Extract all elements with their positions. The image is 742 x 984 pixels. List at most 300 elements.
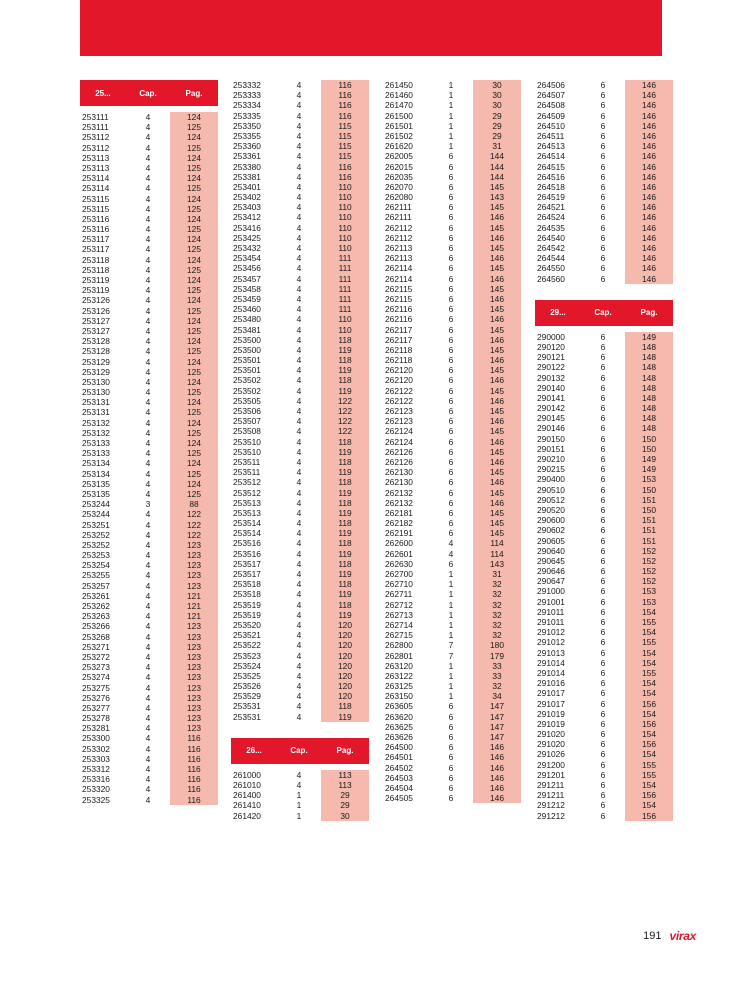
cap-cell: 4 <box>145 244 151 255</box>
ref-cell: 291012 <box>537 637 565 648</box>
table-row <box>535 566 673 576</box>
table-row <box>535 434 673 444</box>
ref-cell: 262117 <box>385 324 413 335</box>
cap-cell: 1 <box>448 670 454 681</box>
ref-cell: 253132 <box>82 417 110 428</box>
page-cell: 146 <box>625 223 673 233</box>
page-cell: 154 <box>625 709 673 719</box>
cap-cell: 6 <box>600 525 606 536</box>
table-row <box>535 111 673 121</box>
cap-cell: 6 <box>600 494 606 505</box>
ref-cell: 262126 <box>385 446 413 457</box>
page-cell: 146 <box>625 202 673 212</box>
page-cell: 148 <box>625 393 673 403</box>
page-cell: 118 <box>321 701 369 711</box>
table-row <box>80 458 218 468</box>
table-row <box>231 780 369 790</box>
ref-cell: 264519 <box>537 192 565 203</box>
page-cell: 125 <box>170 183 218 193</box>
table-row <box>231 447 369 457</box>
ref-cell: 253312 <box>82 764 110 774</box>
page-cell: 154 <box>625 800 673 810</box>
cap-cell: 4 <box>145 458 151 469</box>
table-row <box>80 336 218 346</box>
ref-cell: 253115 <box>82 203 110 214</box>
ref-cell: 253456 <box>233 263 261 274</box>
ref-cell: 262015 <box>385 161 413 172</box>
page-cell: 124 <box>170 458 218 468</box>
page-cell: 123 <box>170 540 218 550</box>
ref-cell: 264513 <box>537 141 565 152</box>
cap-cell: 6 <box>448 171 454 182</box>
page-cell: 145 <box>473 365 521 375</box>
table-row <box>383 90 521 100</box>
table-row <box>535 505 673 515</box>
page-cell: 120 <box>321 630 369 640</box>
ref-cell: 253114 <box>82 173 110 184</box>
table-row <box>231 610 369 620</box>
page-cell: 113 <box>321 770 369 780</box>
cap-cell: 4 <box>296 630 302 641</box>
table-row <box>80 255 218 265</box>
ref-cell: 253412 <box>233 212 261 223</box>
page-cell: 148 <box>625 362 673 372</box>
cap-cell: 4 <box>145 488 151 499</box>
page-cell: 151 <box>625 525 673 535</box>
page-cell: 121 <box>170 601 218 611</box>
page-cell: 111 <box>321 284 369 294</box>
cap-cell: 4 <box>145 254 151 265</box>
page-cell: 123 <box>170 703 218 713</box>
cap-cell: 1 <box>448 691 454 702</box>
ref-cell: 264510 <box>537 120 565 131</box>
ref-cell: 262112 <box>385 222 413 233</box>
table-row <box>80 550 218 560</box>
cap-cell: 4 <box>296 120 302 131</box>
ref-cell: 262600 <box>385 538 413 549</box>
table-row <box>383 773 521 783</box>
table-row <box>535 536 673 546</box>
page-cell: 118 <box>321 579 369 589</box>
cap-cell: 4 <box>296 110 302 121</box>
cap-cell: 6 <box>448 558 454 569</box>
cap-cell: 6 <box>600 263 606 274</box>
cap-cell: 4 <box>145 631 151 642</box>
cap-cell: 6 <box>448 732 454 742</box>
ref-cell: 253334 <box>233 100 261 111</box>
page-cell: 123 <box>170 662 218 672</box>
cap-cell: 4 <box>145 590 151 601</box>
cap-cell: 4 <box>296 599 302 610</box>
cap-cell: 4 <box>145 794 151 805</box>
table-row <box>535 474 673 484</box>
ref-cell: 253131 <box>82 407 110 418</box>
table-row <box>231 284 369 294</box>
ref-cell: 253128 <box>82 336 110 347</box>
table-row <box>80 234 218 244</box>
cap-cell: 4 <box>145 315 151 326</box>
ref-cell: 262715 <box>385 630 413 641</box>
page-cell: 111 <box>321 253 369 263</box>
cap-cell: 6 <box>600 708 606 719</box>
table-row <box>231 212 369 222</box>
cap-cell: 4 <box>145 234 151 245</box>
table-row <box>535 678 673 688</box>
table-row <box>231 80 369 90</box>
page-cell: 33 <box>473 661 521 671</box>
page-cell: 29 <box>473 131 521 141</box>
page-cell: 125 <box>170 265 218 275</box>
cap-cell: 4 <box>145 733 151 744</box>
cap-cell: 4 <box>145 224 151 235</box>
table-row <box>231 223 369 233</box>
table-row <box>535 546 673 556</box>
page-cell: 111 <box>321 263 369 273</box>
cap-cell: 4 <box>145 336 151 347</box>
page-cell: 121 <box>170 591 218 601</box>
table-row <box>231 182 369 192</box>
cap-cell: 4 <box>296 518 302 529</box>
ref-cell: 253116 <box>82 224 110 235</box>
page-cell: 145 <box>473 518 521 528</box>
cap-cell: 4 <box>296 436 302 447</box>
ref-cell: 253517 <box>233 569 261 579</box>
table-row <box>535 637 673 647</box>
page-cell: 147 <box>473 712 521 722</box>
cap-cell: 6 <box>448 711 454 722</box>
ref-cell: 261460 <box>385 90 413 101</box>
page-cell: 146 <box>473 355 521 365</box>
cap-cell: 6 <box>448 742 454 753</box>
cap-cell: 4 <box>296 681 302 692</box>
ref-cell: 262630 <box>385 558 413 569</box>
cap-cell: 4 <box>145 468 151 479</box>
page-cell: 146 <box>473 253 521 263</box>
cap-cell: 6 <box>600 212 606 223</box>
cap-cell: 4 <box>296 90 302 101</box>
table-row <box>535 444 673 454</box>
ref-cell: 253508 <box>233 426 261 437</box>
page-cell: 115 <box>321 121 369 131</box>
ref-cell: 291019 <box>537 718 565 729</box>
page-cell: 146 <box>473 498 521 508</box>
cap-cell: 1 <box>296 800 302 811</box>
table-header-29 <box>535 300 673 326</box>
table-row <box>383 763 521 773</box>
ref-cell: 253253 <box>82 550 110 561</box>
table-row <box>535 770 673 780</box>
table-row <box>231 549 369 559</box>
table-row <box>80 703 218 713</box>
ref-cell: 253114 <box>82 183 110 194</box>
table-row <box>231 233 369 243</box>
cap-cell: 6 <box>600 372 606 383</box>
ref-cell: 262113 <box>385 253 413 264</box>
ref-cell: 263120 <box>385 660 413 671</box>
ref-cell: 262191 <box>385 528 413 539</box>
table-row <box>80 316 218 326</box>
ref-cell: 253529 <box>233 691 261 702</box>
table-row <box>535 182 673 192</box>
page-cell: 145 <box>473 325 521 335</box>
table-row <box>80 132 218 142</box>
table-row <box>535 253 673 263</box>
ref-cell: 290141 <box>537 392 565 403</box>
ref-cell: 253361 <box>233 151 261 162</box>
page-cell: 146 <box>625 90 673 100</box>
page-cell: 124 <box>170 336 218 346</box>
table-row <box>80 611 218 621</box>
table-row <box>383 365 521 375</box>
ref-cell: 253355 <box>233 130 261 141</box>
page-cell: 124 <box>170 418 218 428</box>
table-row <box>80 540 218 550</box>
ref-cell: 262080 <box>385 192 413 203</box>
cap-cell: 4 <box>145 519 151 530</box>
ref-cell: 264540 <box>537 232 565 243</box>
page-cell: 148 <box>625 403 673 413</box>
cap-cell: 1 <box>448 599 454 610</box>
table-row <box>80 601 218 611</box>
header-prefix: 26... <box>246 746 262 756</box>
table-row <box>383 162 521 172</box>
table-row <box>383 274 521 284</box>
table-row <box>80 428 218 438</box>
cap-cell: 4 <box>145 621 151 632</box>
page-cell: 119 <box>321 528 369 538</box>
ref-cell: 253251 <box>82 519 110 530</box>
page-cell: 118 <box>321 355 369 365</box>
cap-cell: 4 <box>145 550 151 561</box>
page-cell: 110 <box>321 243 369 253</box>
page-cell: 113 <box>321 780 369 790</box>
ref-cell: 253111 <box>82 122 109 133</box>
ref-cell: 253520 <box>233 619 261 630</box>
page-cell: 152 <box>625 546 673 556</box>
cap-cell: 6 <box>600 484 606 495</box>
page-cell: 145 <box>473 426 521 436</box>
table-row <box>383 640 521 650</box>
page-cell: 123 <box>170 723 218 733</box>
table-row <box>535 627 673 637</box>
cap-cell: 6 <box>600 566 606 577</box>
header-cap: Cap. <box>290 746 308 756</box>
ref-cell: 290512 <box>537 494 565 505</box>
ref-cell: 253130 <box>82 376 110 387</box>
table-row <box>231 661 369 671</box>
ref-cell: 253512 <box>233 477 261 488</box>
ref-cell: 253402 <box>233 192 261 203</box>
page-cell: 116 <box>321 111 369 121</box>
cap-cell: 4 <box>145 162 151 173</box>
table-row <box>383 549 521 559</box>
ref-cell: 264509 <box>537 110 565 121</box>
page-cell: 145 <box>473 447 521 457</box>
page-cell: 146 <box>473 294 521 304</box>
ref-cell: 262118 <box>385 344 413 355</box>
table-row <box>80 163 218 173</box>
cap-cell: 6 <box>448 395 454 406</box>
cap-cell: 6 <box>600 352 606 363</box>
table-row <box>535 212 673 222</box>
page-cell: 116 <box>170 774 218 784</box>
table-row <box>231 416 369 426</box>
ref-cell: 264508 <box>537 100 565 111</box>
page-cell: 124 <box>170 397 218 407</box>
page-cell: 124 <box>170 316 218 326</box>
table-row <box>535 263 673 273</box>
table-row <box>535 607 673 617</box>
table-row <box>80 143 218 153</box>
page-cell: 122 <box>321 396 369 406</box>
table-row <box>383 589 521 599</box>
cap-cell: 4 <box>145 611 151 622</box>
page-cell: 123 <box>170 560 218 570</box>
cap-cell: 4 <box>296 253 302 264</box>
page-cell: 145 <box>473 243 521 253</box>
header-prefix: 29... <box>550 308 566 318</box>
cap-cell: 6 <box>600 443 606 454</box>
page-cell: 155 <box>625 617 673 627</box>
ref-cell: 253112 <box>82 142 110 153</box>
cap-cell: 4 <box>296 701 302 712</box>
table-row <box>383 742 521 752</box>
ref-cell: 253117 <box>82 244 110 255</box>
table-row <box>80 407 218 417</box>
table-row <box>383 488 521 498</box>
cap-cell: 4 <box>296 141 302 152</box>
ref-cell: 290646 <box>537 566 565 577</box>
table-row <box>231 141 369 151</box>
cap-cell: 4 <box>296 161 302 172</box>
page-cell: 125 <box>170 428 218 438</box>
ref-cell: 291017 <box>537 698 565 709</box>
ref-cell: 253514 <box>233 518 261 529</box>
table-row <box>535 223 673 233</box>
table-row <box>535 373 673 383</box>
page-cell: 146 <box>625 131 673 141</box>
table-row <box>383 477 521 487</box>
ref-cell: 253523 <box>233 650 261 661</box>
table-row <box>80 244 218 254</box>
cap-cell: 4 <box>296 324 302 335</box>
table-header-26 <box>231 738 369 764</box>
ref-cell: 253112 <box>82 132 110 143</box>
cap-cell: 6 <box>448 334 454 345</box>
ref-cell: 253278 <box>82 713 110 724</box>
table-row <box>535 617 673 627</box>
ref-cell: 264505 <box>385 793 413 804</box>
cap-cell: 4 <box>145 570 151 581</box>
cap-cell: 4 <box>296 426 302 437</box>
cap-cell: 1 <box>448 141 454 152</box>
header-prefix: 25... <box>95 88 111 98</box>
cap-cell: 4 <box>145 448 151 459</box>
table-body <box>231 770 369 821</box>
page-cell: 110 <box>321 233 369 243</box>
table-row <box>231 579 369 589</box>
page-cell: 146 <box>625 162 673 172</box>
page-cell: 121 <box>170 611 218 621</box>
page-cell: 146 <box>625 182 673 192</box>
ref-cell: 264521 <box>537 202 565 213</box>
table-row <box>80 621 218 631</box>
ref-cell: 291017 <box>537 688 565 699</box>
page-cell: 29 <box>473 121 521 131</box>
table-row <box>535 780 673 790</box>
table-row <box>535 121 673 131</box>
ref-cell: 253502 <box>233 375 261 386</box>
table-row <box>535 586 673 596</box>
table-row <box>231 651 369 661</box>
table-row <box>231 477 369 487</box>
ref-cell: 253510 <box>233 436 261 447</box>
cap-cell: 6 <box>600 192 606 203</box>
cap-cell: 6 <box>600 617 606 627</box>
ref-cell: 253360 <box>233 141 261 152</box>
table-row <box>231 151 369 161</box>
cap-cell: 6 <box>600 454 606 464</box>
page-cell: 125 <box>170 244 218 254</box>
ref-cell: 291001 <box>537 596 565 607</box>
table-row <box>383 233 521 243</box>
table-row <box>383 416 521 426</box>
ref-cell: 253335 <box>233 110 261 121</box>
cap-cell: 4 <box>145 285 151 296</box>
page-cell: 155 <box>625 770 673 780</box>
page-cell: 150 <box>625 505 673 515</box>
page-cell: 146 <box>473 477 521 487</box>
page-cell: 150 <box>625 444 673 454</box>
ref-cell: 262115 <box>385 293 413 304</box>
page-cell: 148 <box>625 383 673 393</box>
page-cell: 148 <box>625 342 673 352</box>
table-row <box>80 723 218 733</box>
page-cell: 124 <box>170 153 218 163</box>
table-row <box>535 243 673 253</box>
table-row <box>535 658 673 668</box>
table-row <box>80 764 218 774</box>
table-row <box>535 719 673 729</box>
table-row <box>80 509 218 519</box>
table-row <box>231 538 369 548</box>
ref-cell: 262711 <box>385 589 413 600</box>
cap-cell: 6 <box>448 375 454 386</box>
table-row <box>535 342 673 352</box>
page-cell: 146 <box>473 416 521 426</box>
cap-cell: 4 <box>296 181 302 192</box>
ref-cell: 262710 <box>385 579 413 590</box>
cap-cell: 4 <box>296 609 302 620</box>
ref-cell: 262113 <box>385 243 413 253</box>
cap-cell: 3 <box>145 499 151 510</box>
cap-cell: 4 <box>448 548 454 559</box>
cap-cell: 1 <box>448 80 454 90</box>
table-row <box>535 141 673 151</box>
cap-cell: 1 <box>448 619 454 630</box>
cap-cell: 4 <box>145 305 151 316</box>
cap-cell: 1 <box>448 589 454 600</box>
page-cell: 124 <box>170 173 218 183</box>
cap-cell: 4 <box>296 467 302 478</box>
cap-cell: 4 <box>145 387 151 398</box>
cap-cell: 4 <box>296 619 302 630</box>
ref-cell: 253244 <box>82 499 110 510</box>
ref-cell: 290142 <box>537 403 565 414</box>
table-row <box>383 223 521 233</box>
cap-cell: 4 <box>145 264 151 275</box>
table-row <box>80 204 218 214</box>
